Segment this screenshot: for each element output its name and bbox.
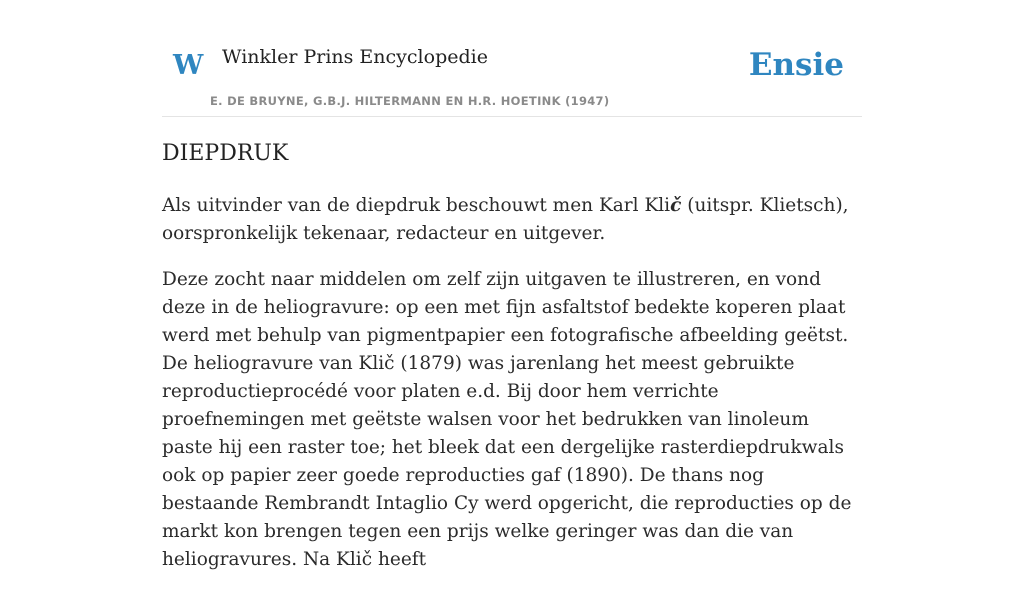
paragraph-2: Deze zocht naar middelen om zelf zijn uitgaven te illustreren, en vond deze in de heliogravure: op een met fijn asfaltstof bedekte koperen plaat werd met behulp van pigmentpapier een fotografische afbeelding geëtst. De heliogravure van Klič (1879) was jarenlang het meest gebruikte reproductieprocédé voor platen e.d. Bij door hem verrichte proefnemingen met geëtste walsen voor het bedrukken van linoleum paste hij een raster toe; het bleek dat een dergelijke rasterdiepdrukwals ook op papier zeer goede reproducties gaf (1890). De thans nog bestaande Rembrandt Intaglio Cy werd opgericht, die reproducties op de markt kon brengen tegen een prijs welke geringer was dan die van heliogravures. Na Klič heeft [162, 269, 852, 570]
paragraph-1-start: Als uitvinder van de diepdruk beschouwt men Karl Kli [162, 195, 671, 216]
source-title[interactable]: Winkler Prins Encyclopedie [222, 46, 488, 68]
winkler-prins-logo[interactable]: W [173, 50, 204, 81]
article-title: DIEPDRUK [162, 141, 289, 166]
source-header [162, 40, 862, 117]
article-body [162, 192, 862, 592]
paragraph-1-end: (uitspr. Klietsch), oorspronkelijk tekenaar, redacteur en uitgever. [162, 195, 849, 244]
paragraph-1 [162, 192, 862, 248]
ensie-logo[interactable]: Ensie [748, 47, 844, 83]
source-authors: E. DE BRUYNE, G.B.J. HILTERMANN EN H.R. HOETINK (1947) [210, 94, 610, 108]
emphasized-letter: č [670, 195, 682, 216]
